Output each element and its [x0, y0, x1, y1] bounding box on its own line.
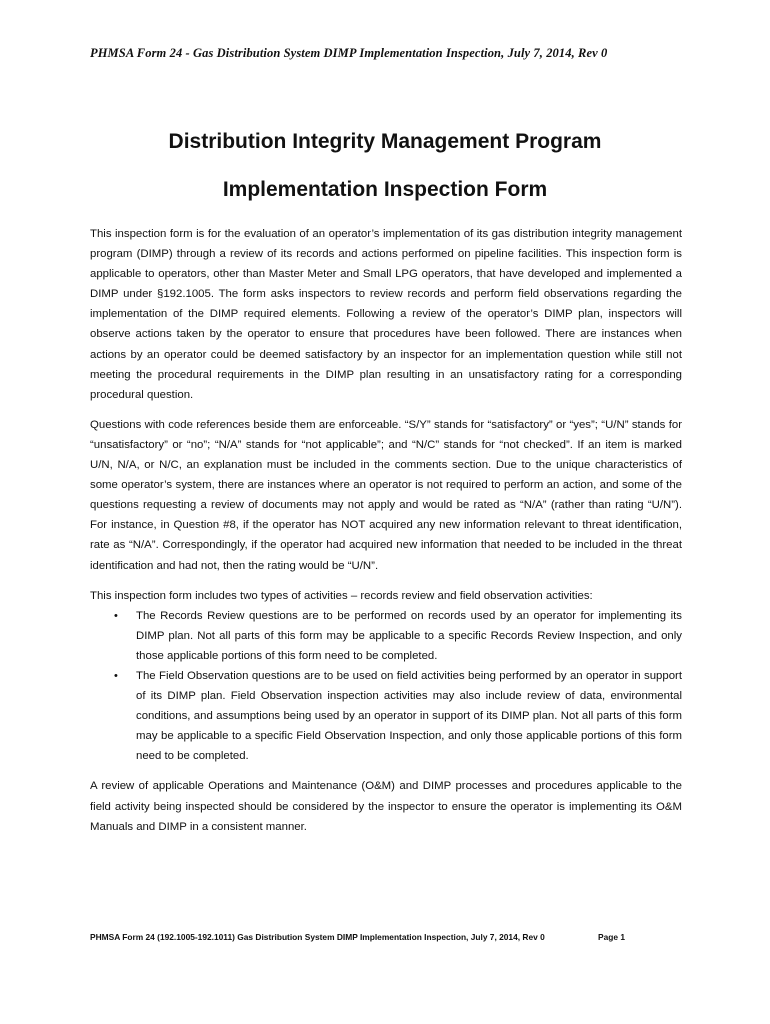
list-item [90, 606, 682, 666]
activities-list [90, 606, 682, 767]
code-references-paragraph: Questions with code references beside them are enforceable. “S/Y” stands for “satisfactory” or “yes”; “U/N” stands for “unsatisfactory” or “no”; “N/A” stands for “not applicable”; and “N/C” stands for “not checked”. If an item is marked U/N, N/A, or N/C, an explanation must be included in the comments section. Due to the unique characteristics of some operator’s system, there are instances where an operator is not required to perform an action, and some of the questions requesting a review of documents may not apply and would be rated as “N/A” (rather than rating “U/N”). For instance, in Question #8, if the operator has NOT acquired any new information relevant to threat identification, rate as “N/A”. Correspondingly, if the operator had acquired new information that needed to be included in the threat identification and had not, then the rating would be “U/N”. [90, 418, 682, 572]
page-footer [90, 932, 690, 942]
records-review-item: The Records Review questions are to be performed on records used by an operator for implementing its DIMP plan. Not all parts of this form may be applicable to a specific Records Review Inspection, and only those applicable portions of this form need to be completed. [136, 609, 682, 662]
list-item [90, 666, 682, 766]
intro-paragraph: This inspection form is for the evaluation of an operator’s implementation of its gas distribution integrity management program (DIMP) through a review of its records and actions performed on pipeline facilities. This inspection form is applicable to operators, other than Master Meter and Small LPG operators, that have developed and implemented a DIMP under §192.1005. The form asks inspectors to review records and perform field observations regarding the implementation of the DIMP required elements. Following a review of the operator’s DIMP plan, inspectors will observe actions taken by the operator to ensure that procedures have been followed. There are instances when actions by an operator could be deemed satisfactory by an inspector for an implementation question while still not meeting the procedural requirements in the DIMP plan resulting in an unsatisfactory rating for a corresponding procedural question. [90, 228, 682, 401]
document-title: Distribution Integrity Management Program [168, 130, 602, 153]
body-text [90, 224, 682, 847]
page-number: Page 1 [598, 932, 626, 942]
running-header: PHMSA Form 24 - Gas Distribution System DIMP Implementation Inspection, July 7, 2014, Rev 0 [90, 46, 608, 60]
field-observation-item: The Field Observation questions are to be used on field activities being performed by an operator in support of its DIMP plan. Field Observation inspection activities may also include review of data, environmental conditions, and assumptions being used by an operator in support of its DIMP plan. Not all parts of this form may be applicable to a specific Field Observation Inspection, and only those applicable portions of this form need to be completed. [136, 669, 682, 763]
document-subtitle: Implementation Inspection Form [222, 178, 548, 201]
activities-intro-paragraph: This inspection form includes two types of activities – records review and field observation activities: [90, 589, 593, 602]
footer-text: PHMSA Form 24 (192.1005-192.1011) Gas Distribution System DIMP Implementation Inspection, July 7, 2014, Rev 0 [90, 932, 545, 942]
om-review-paragraph: A review of applicable Operations and Maintenance (O&M) and DIMP processes and procedures applicable to the field activity being inspected should be considered by the inspector to ensure the operator is implementing its O&M Manuals and DIMP in a consistent manner. [90, 780, 682, 833]
bullet-icon: • [114, 609, 118, 622]
bullet-icon: • [114, 669, 118, 682]
